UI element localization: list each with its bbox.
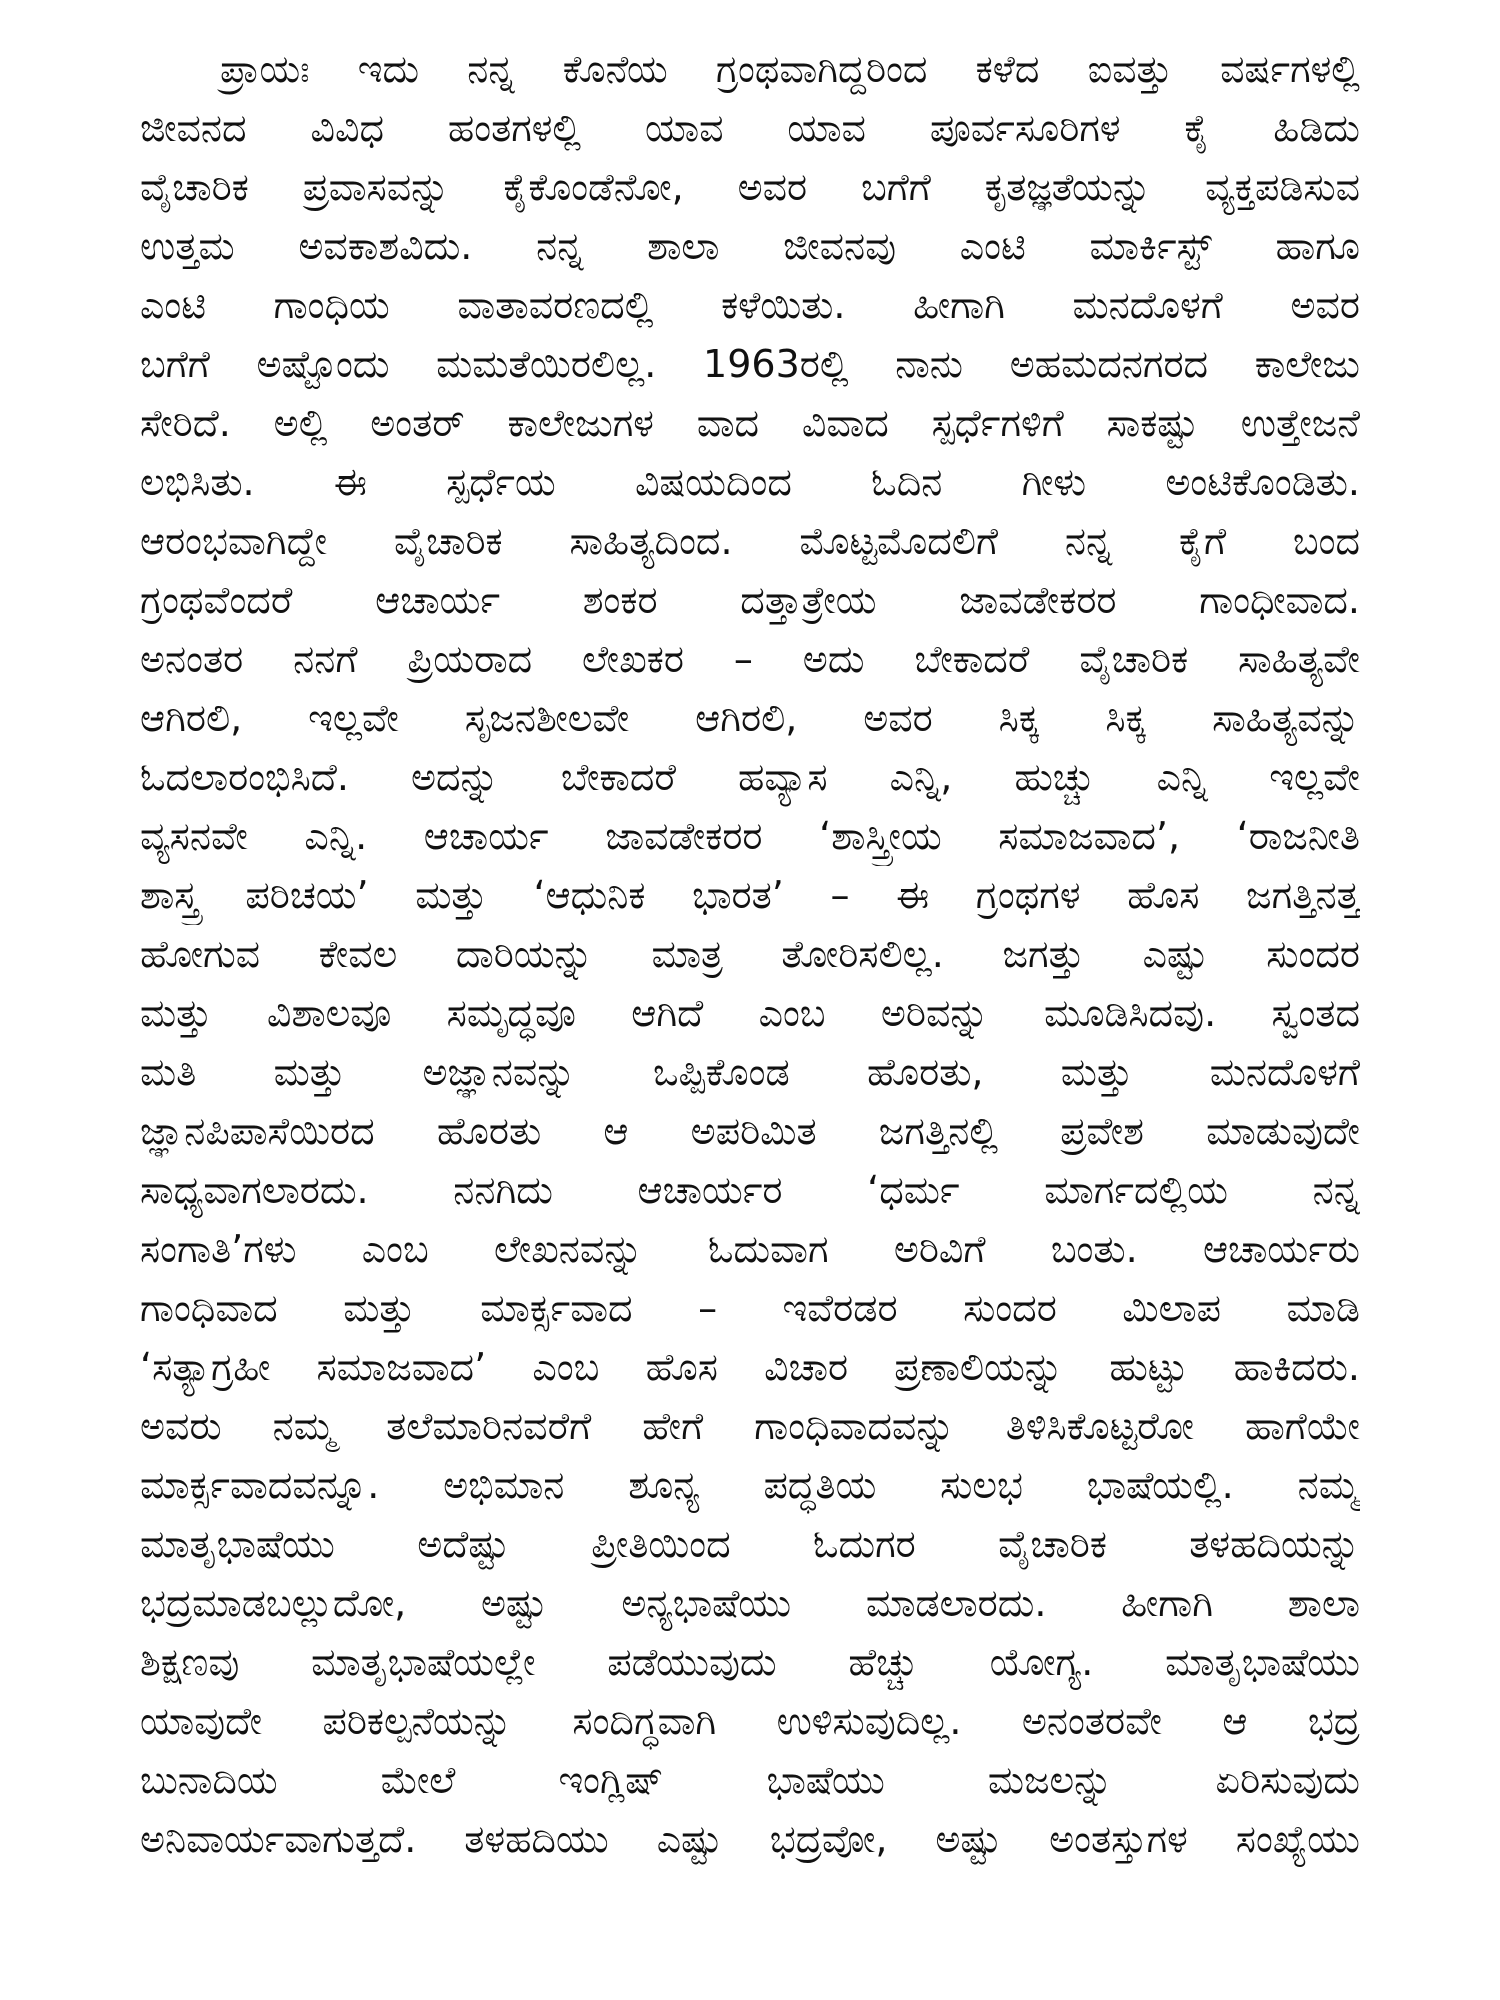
text-line: ಲಭಿಸಿತು. ಈ ಸ್ಪರ್ಧೆಯ ವಿಷಯದಿಂದ ಓದಿನ ಗೀಳು ಅಂಟಿಕೊಂಡಿತು. — [140, 460, 1360, 504]
text-line: ಆಗಿರಲಿ, ಇಲ್ಲವೇ ಸೃಜನಶೀಲವೇ ಆಗಿರಲಿ, ಅವರ ಸಿಕ್ಕ ಸಿಕ್ಕ ಸಾಹಿತ್ಯವನ್ನು — [140, 696, 1360, 740]
text-line: ‘ಸತ್ಯಾಗ್ರಹೀ ಸಮಾಜವಾದ’ ಎಂಬ ಹೊಸ ವಿಚಾರ ಪ್ರಣಾಲಿಯನ್ನು ಹುಟ್ಟು ಹಾಕಿದರು. — [140, 1345, 1360, 1389]
text-line: ಜೀವನದ ವಿವಿಧ ಹಂತಗಳಲ್ಲಿ ಯಾವ ಯಾವ ಪೂರ್ವಸೂರಿಗಳ ಕೈ ಹಿಡಿದು — [140, 106, 1360, 150]
text-line: ಗಾಂಧಿವಾದ ಮತ್ತು ಮಾರ್ಕ್ಸವಾದ – ಇವೆರಡರ ಸುಂದರ ಮಿಲಾಪ ಮಾಡಿ — [140, 1286, 1360, 1330]
text-line: ಜ್ಞಾನಪಿಪಾಸೆಯಿರದ ಹೊರತು ಆ ಅಪರಿಮಿತ ಜಗತ್ತಿನಲ್ಲಿ ಪ್ರವೇಶ ಮಾಡುವುದೇ — [140, 1109, 1360, 1153]
text-line: ಶಿಕ್ಷಣವು ಮಾತೃಭಾಷೆಯಲ್ಲೇ ಪಡೆಯುವುದು ಹೆಚ್ಚು ಯೋಗ್ಯ. ಮಾತೃಭಾಷೆಯು — [140, 1640, 1360, 1684]
body-paragraph — [140, 40, 1360, 1869]
text-line: ಭದ್ರಮಾಡಬಲ್ಲುದೋ, ಅಷ್ಟು ಅನ್ಯಭಾಷೆಯು ಮಾಡಲಾರದು. ಹೀಗಾಗಿ ಶಾಲಾ — [140, 1581, 1360, 1625]
text-line: ವೈಚಾರಿಕ ಪ್ರವಾಸವನ್ನು ಕೈಕೊಂಡೆನೋ, ಅವರ ಬಗೆಗೆ ಕೃತಜ್ಞತೆಯನ್ನು ವ್ಯಕ್ತಪಡಿಸುವ — [140, 165, 1360, 209]
text-line: ಶಾಸ್ತ್ರ ಪರಿಚಯ’ ಮತ್ತು ‘ಆಧುನಿಕ ಭಾರತ’ – ಈ ಗ್ರಂಥಗಳ ಹೊಸ ಜಗತ್ತಿನತ್ತ — [140, 873, 1360, 917]
text-line: ಯಾವುದೇ ಪರಿಕಲ್ಪನೆಯನ್ನು ಸಂದಿಗ್ಧವಾಗಿ ಉಳಿಸುವುದಿಲ್ಲ. ಅನಂತರವೇ ಆ ಭದ್ರ — [140, 1699, 1360, 1743]
text-line: ಅನಂತರ ನನಗೆ ಪ್ರಿಯರಾದ ಲೇಖಕರ – ಅದು ಬೇಕಾದರೆ ವೈಚಾರಿಕ ಸಾಹಿತ್ಯವೇ — [140, 637, 1360, 681]
text-line: ಬಗೆಗೆ ಅಷ್ಟೊಂದು ಮಮತೆಯಿರಲಿಲ್ಲ. 1963ರಲ್ಲಿ ನಾನು ಅಹಮದನಗರದ ಕಾಲೇಜು — [140, 342, 1360, 386]
text-line: ಮಾರ್ಕ್ಸವಾದವನ್ನೂ. ಅಭಿಮಾನ ಶೂನ್ಯ ಪದ್ಧತಿಯ ಸುಲಭ ಭಾಷೆಯಲ್ಲಿ. ನಮ್ಮ — [140, 1463, 1360, 1507]
text-line: ಸೇರಿದೆ. ಅಲ್ಲಿ ಅಂತರ್ ಕಾಲೇಜುಗಳ ವಾದ ವಿವಾದ ಸ್ಪರ್ಧೆಗಳಿಗೆ ಸಾಕಷ್ಟು ಉತ್ತೇಜನೆ — [140, 401, 1360, 445]
text-line: ಬುನಾದಿಯ ಮೇಲೆ ಇಂಗ್ಲಿಷ್ ಭಾಷೆಯು ಮಜಲನ್ನು ಏರಿಸುವುದು — [140, 1758, 1360, 1802]
text-line: ಅವರು ನಮ್ಮ ತಲೆಮಾರಿನವರೆಗೆ ಹೇಗೆ ಗಾಂಧಿವಾದವನ್ನು ತಿಳಿಸಿಕೊಟ್ಟರೋ ಹಾಗೆಯೇ — [140, 1404, 1360, 1448]
text-line: ಸಾಧ್ಯವಾಗಲಾರದು. ನನಗಿದು ಆಚಾರ್ಯರ ‘ಧರ್ಮ ಮಾರ್ಗದಲ್ಲಿಯ ನನ್ನ — [140, 1168, 1360, 1212]
text-line: ಗ್ರಂಥವೆಂದರೆ ಆಚಾರ್ಯ ಶಂಕರ ದತ್ತಾತ್ರೇಯ ಜಾವಡೇಕರರ ಗಾಂಧೀವಾದ. — [140, 578, 1360, 622]
text-line: ಮಾತೃಭಾಷೆಯು ಅದೆಷ್ಟು ಪ್ರೀತಿಯಿಂದ ಓದುಗರ ವೈಚಾರಿಕ ತಳಹದಿಯನ್ನು — [140, 1522, 1360, 1566]
text-line: ಓದಲಾರಂಭಿಸಿದೆ. ಅದನ್ನು ಬೇಕಾದರೆ ಹವ್ಯಾಸ ಎನ್ನಿ, ಹುಚ್ಚು ಎನ್ನಿ ಇಲ್ಲವೇ — [140, 755, 1360, 799]
text-line: ಸಂಗಾತಿ’ಗಳು ಎಂಬ ಲೇಖನವನ್ನು ಓದುವಾಗ ಅರಿವಿಗೆ ಬಂತು. ಆಚಾರ್ಯರು — [140, 1227, 1360, 1271]
text-line: ಉತ್ತಮ ಅವಕಾಶವಿದು. ನನ್ನ ಶಾಲಾ ಜೀವನವು ಎಂಟಿ ಮಾರ್ಕಿಸ್ಟ್ ಹಾಗೂ — [140, 224, 1360, 268]
text-line: ಹೋಗುವ ಕೇವಲ ದಾರಿಯನ್ನು ಮಾತ್ರ ತೋರಿಸಲಿಲ್ಲ. ಜಗತ್ತು ಎಷ್ಟು ಸುಂದರ — [140, 932, 1360, 976]
text-line: ವ್ಯಸನವೇ ಎನ್ನಿ. ಆಚಾರ್ಯ ಜಾವಡೇಕರರ ‘ಶಾಸ್ತ್ರೀಯ ಸಮಾಜವಾದ’, ‘ರಾಜನೀತಿ — [140, 814, 1360, 858]
text-line: ಎಂಟಿ ಗಾಂಧಿಯ ವಾತಾವರಣದಲ್ಲಿ ಕಳೆಯಿತು. ಹೀಗಾಗಿ ಮನದೊಳಗೆ ಅವರ — [140, 283, 1360, 327]
text-line: ಮತಿ ಮತ್ತು ಅಜ್ಞಾನವನ್ನು ಒಪ್ಪಿಕೊಂಡ ಹೊರತು, ಮತ್ತು ಮನದೊಳಗೆ — [140, 1050, 1360, 1094]
text-line: ಮತ್ತು ವಿಶಾಲವೂ ಸಮೃದ್ಧವೂ ಆಗಿದೆ ಎಂಬ ಅರಿವನ್ನು ಮೂಡಿಸಿದವು. ಸ್ವಂತದ — [140, 991, 1360, 1035]
text-line: ಆರಂಭವಾಗಿದ್ದೇ ವೈಚಾರಿಕ ಸಾಹಿತ್ಯದಿಂದ. ಮೊಟ್ಟಮೊದಲಿಗೆ ನನ್ನ ಕೈಗೆ ಬಂದ — [140, 519, 1360, 563]
text-line: ಪ್ರಾಯಃ ಇದು ನನ್ನ ಕೊನೆಯ ಗ್ರಂಥವಾಗಿದ್ದರಿಂದ ಕಳೆದ ಐವತ್ತು ವರ್ಷಗಳಲ್ಲಿ — [220, 47, 1360, 91]
text-line: ಅನಿವಾರ್ಯವಾಗುತ್ತದೆ. ತಳಹದಿಯು ಎಷ್ಟು ಭದ್ರವೋ, ಅಷ್ಟು ಅಂತಸ್ತುಗಳ ಸಂಖ್ಯೆಯು — [140, 1817, 1360, 1861]
